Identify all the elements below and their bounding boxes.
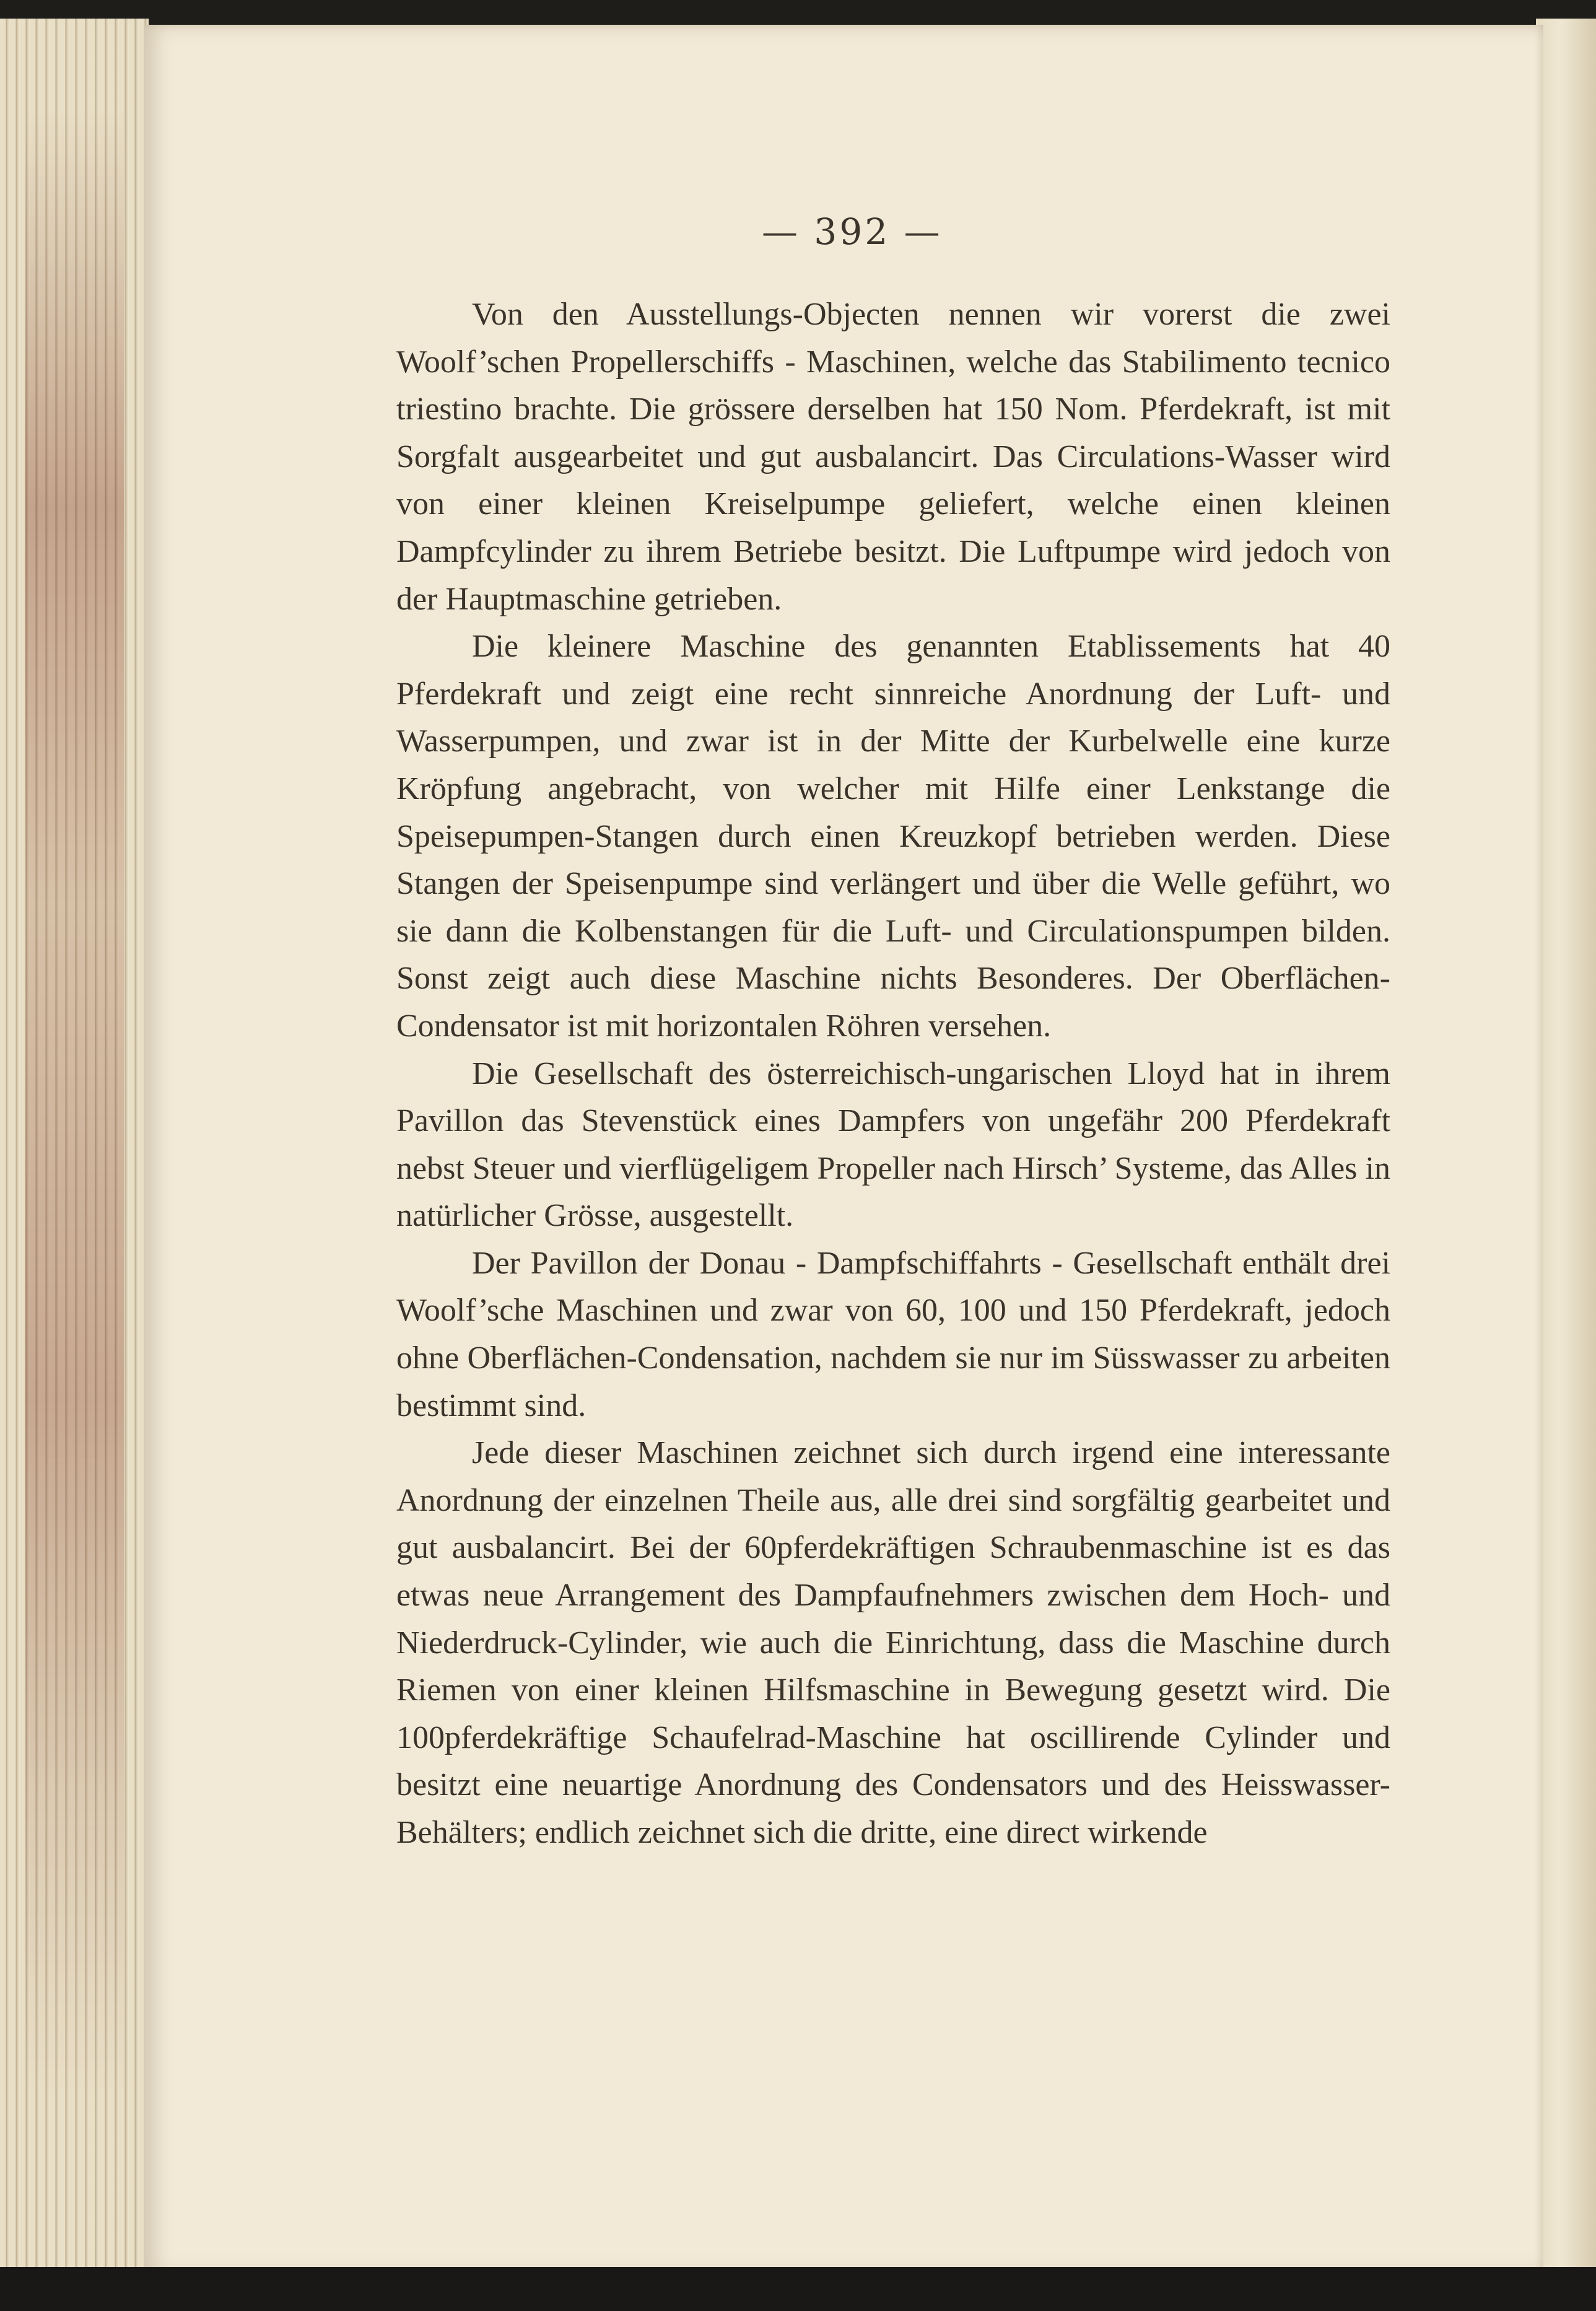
- paragraph-2: Die kleinere Maschine des genannten Etablissements hat 40 Pferdekraft und zeigt eine recht sinnreiche Anordnung der Luft- und Wasserpumpen, und zwar ist in der Mitte der Kurbelwelle eine kurze Kröpfung angebracht, von welcher mit Hilfe einer Lenkstange die Speisepumpen-Stangen durch einen Kreuzkopf betrieben werden. Diese Stangen der Speisenpumpe sind verlängert und über die Welle geführt, wo sie dann die Kolbenstangen für die Luft- und Circulationspumpen bilden. Sonst zeigt auch diese Maschine nichts Besonderes. Der Oberflächen-Condensator ist mit horizontalen Röhren versehen.: [396, 629, 1390, 1044]
- right-page-edge: [1536, 19, 1596, 2267]
- paragraph-1: Von den Ausstellungs-Objecten nennen wir vorerst die zwei Woolf’schen Propellerschiffs - Maschinen, welche das Stabilimento tecnico triestino brachte. Die grössere derselben hat 150 Nom. Pferdekraft, ist mit Sorgfalt ausgearbeitet und gut ausbalancirt. Das Circulations-Wasser wird von einer kleinen Kreiselpumpe geliefert, welche einen kleinen Dampfcylinder zu ihrem Betriebe besitzt. Die Luftpumpe wird jedoch von der Hauptmaschine getrieben.: [396, 297, 1390, 617]
- scan-bottom-border: [0, 2267, 1596, 2311]
- page-number: — 392 —: [762, 211, 943, 253]
- body-text: [396, 291, 1390, 1857]
- paragraph-3: Die Gesellschaft des österreichisch-ungarischen Lloyd hat in ihrem Pavillon das Stevenstück eines Dampfers von ungefähr 200 Pferdekraft nebst Steuer und vierflügeligem Propeller nach Hirsch’ Systeme, das Alles in natürlicher Grösse, ausgestellt.: [396, 1055, 1390, 1234]
- paragraph-5: Jede dieser Maschinen zeichnet sich durch irgend eine interessante Anordnung der einzelnen Theile aus, alle drei sind sorgfältig gearbeitet und gut ausbalancirt. Bei der 60pferdekräftigen Schraubenmaschine ist es das etwas neue Arrangement des Dampfaufnehmers zwischen dem Hoch- und Niederdruck-Cylinder, wie auch die Einrichtung, dass die Maschine durch Riemen von einer kleinen Hilfsmaschine in Bewegung gesetzt wird. Die 100pferdekräftige Schaufelrad-Maschine hat oscillirende Cylinder und besitzt eine neuartige Anordnung des Condensators und des Heisswasser-Behälters; endlich zeichnet sich die dritte, eine direct wirkende: [396, 1435, 1390, 1850]
- paragraph-4: Der Pavillon der Donau - Dampfschiffahrts - Gesellschaft enthält drei Woolf’sche Maschinen und zwar von 60, 100 und 150 Pferdekraft, jedoch ohne Oberflächen-Condensation, nachdem sie nur im Süsswasser zu arbeiten bestimmt sind.: [396, 1245, 1390, 1423]
- page-edge-stain: [25, 111, 124, 2094]
